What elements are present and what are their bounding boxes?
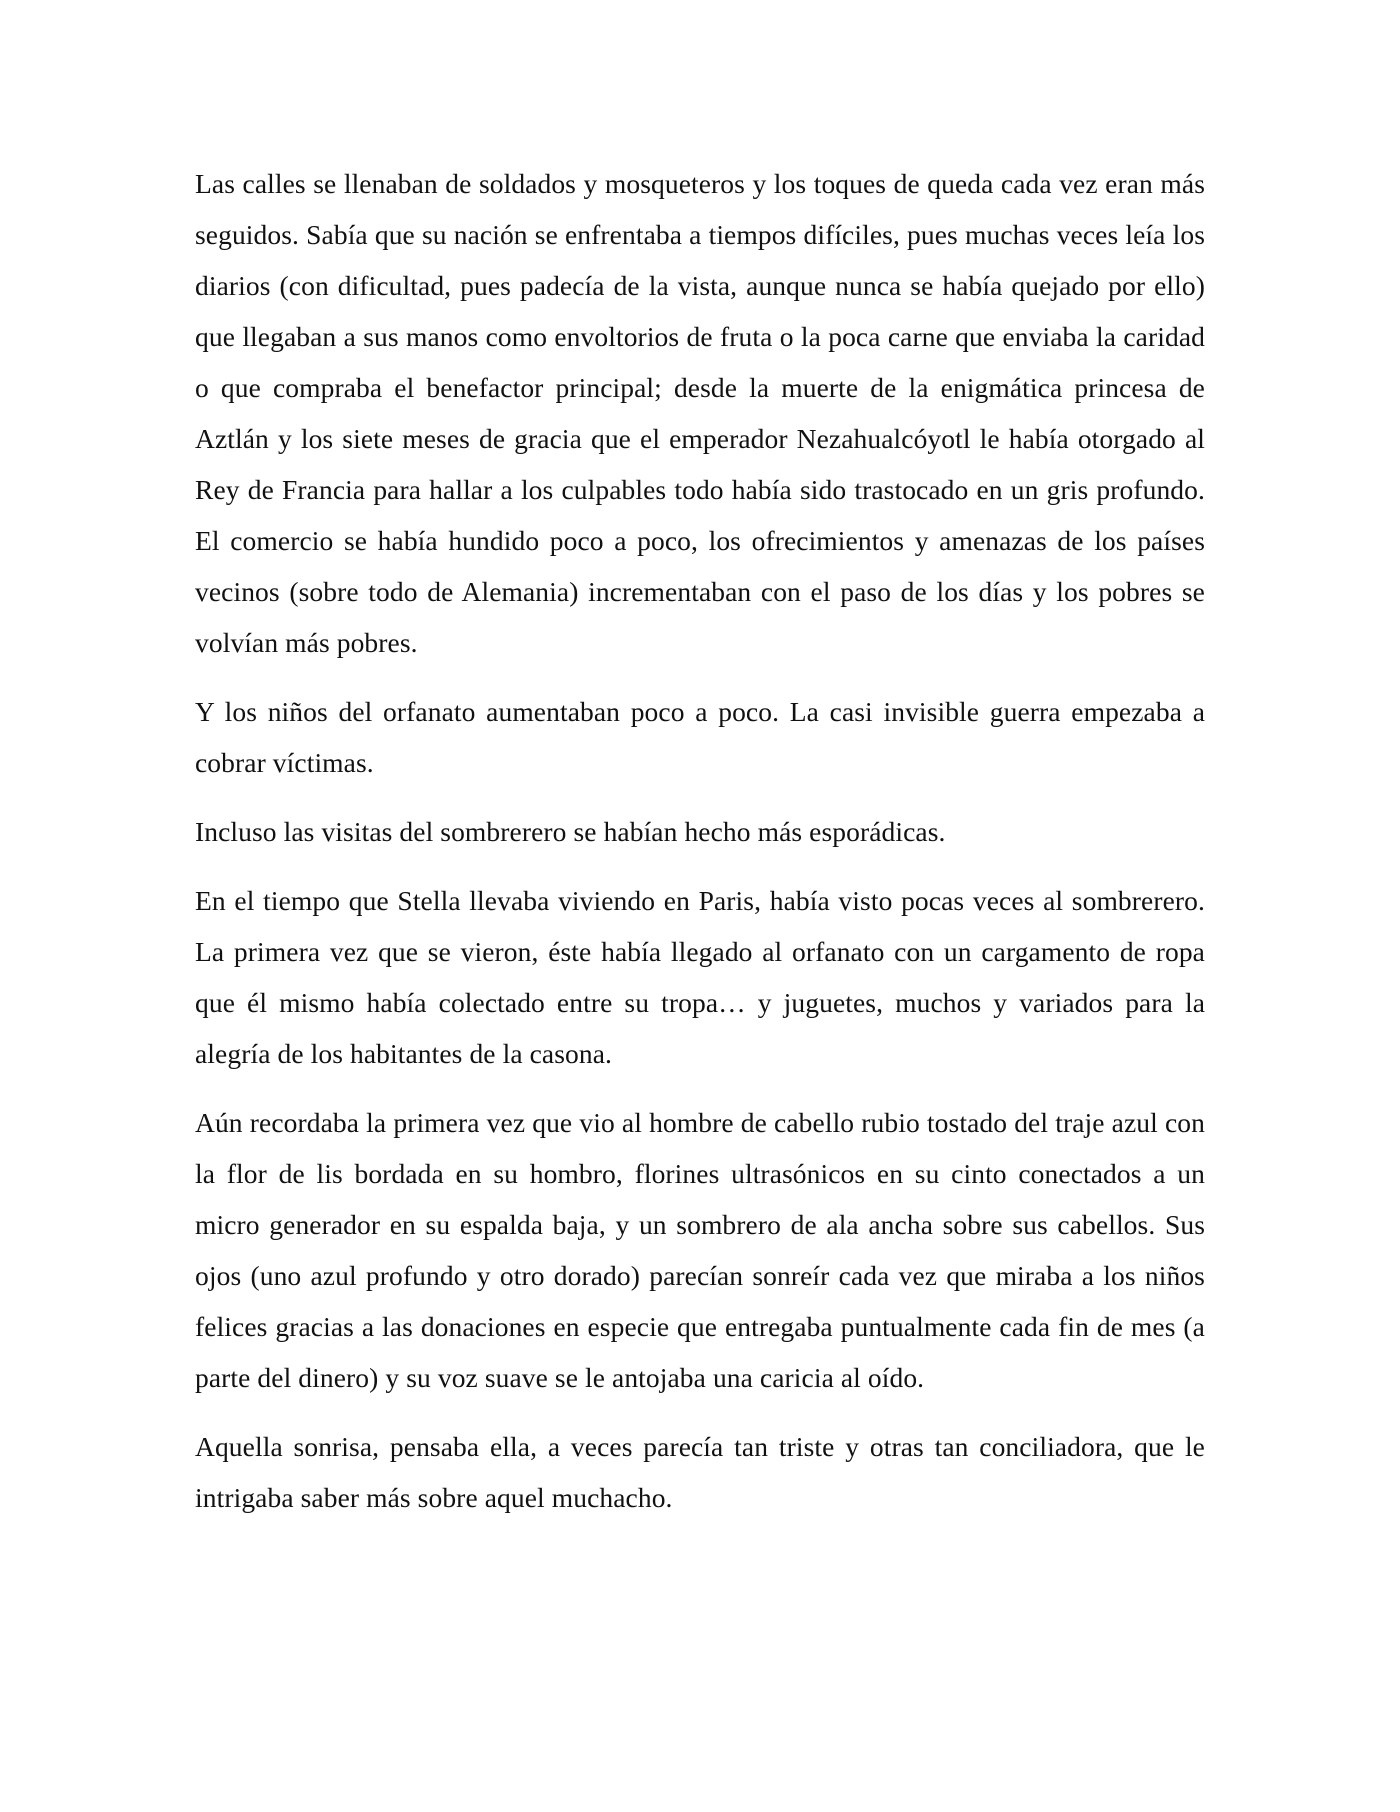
paragraph-2: Y los niños del orfanato aumentaban poco a poco. La casi invisible guerra empezaba a cobrar víctimas. (195, 696, 1205, 778)
paragraph-3: Incluso las visitas del sombrerero se habían hecho más esporádicas. (195, 816, 946, 847)
paragraph-1: Las calles se llenaban de soldados y mosqueteros y los toques de queda cada vez eran más seguidos. Sabía que su nación se enfrentaba a tiempos difíciles, pues muchas veces leía los diarios (con dificultad, pues padecía de la vista, aunque nunca se había quejado por ello) que llegaban a sus manos como envoltorios de fruta o la poca carne que enviaba la caridad o que compraba el benefactor principal; desde la muerte de la enigmática princesa de Aztlán y los siete meses de gracia que el emperador Nezahualcóyotl le había otorgado al Rey de Francia para hallar a los culpables todo había sido trastocado en un gris profundo. El comercio se había hundido poco a poco, los ofrecimientos y amenazas de los países vecinos (sobre todo de Alemania) incrementaban con el paso de los días y los pobres se volvían más pobres. (195, 168, 1205, 658)
body-text (195, 158, 1205, 1541)
paragraph-6: Aquella sonrisa, pensaba ella, a veces parecía tan triste y otras tan conciliadora, que le intrigaba saber más sobre aquel muchacho. (195, 1431, 1205, 1513)
paragraph-4: En el tiempo que Stella llevaba viviendo en Paris, había visto pocas veces al sombrerero. La primera vez que se vieron, éste había llegado al orfanato con un cargamento de ropa que él mismo había colectado entre su tropa… y juguetes, muchos y variados para la alegría de los habitantes de la casona. (195, 885, 1205, 1069)
paragraph-5: Aún recordaba la primera vez que vio al hombre de cabello rubio tostado del traje azul con la flor de lis bordada en su hombro, florines ultrasónicos en su cinto conectados a un micro generador en su espalda baja, y un sombrero de ala ancha sobre sus cabellos. Sus ojos (uno azul profundo y otro dorado) parecían sonreír cada vez que miraba a los niños felices gracias a las donaciones en especie que entregaba puntualmente cada fin de mes (a parte del dinero) y su voz suave se le antojaba una caricia al oído. (195, 1107, 1205, 1393)
